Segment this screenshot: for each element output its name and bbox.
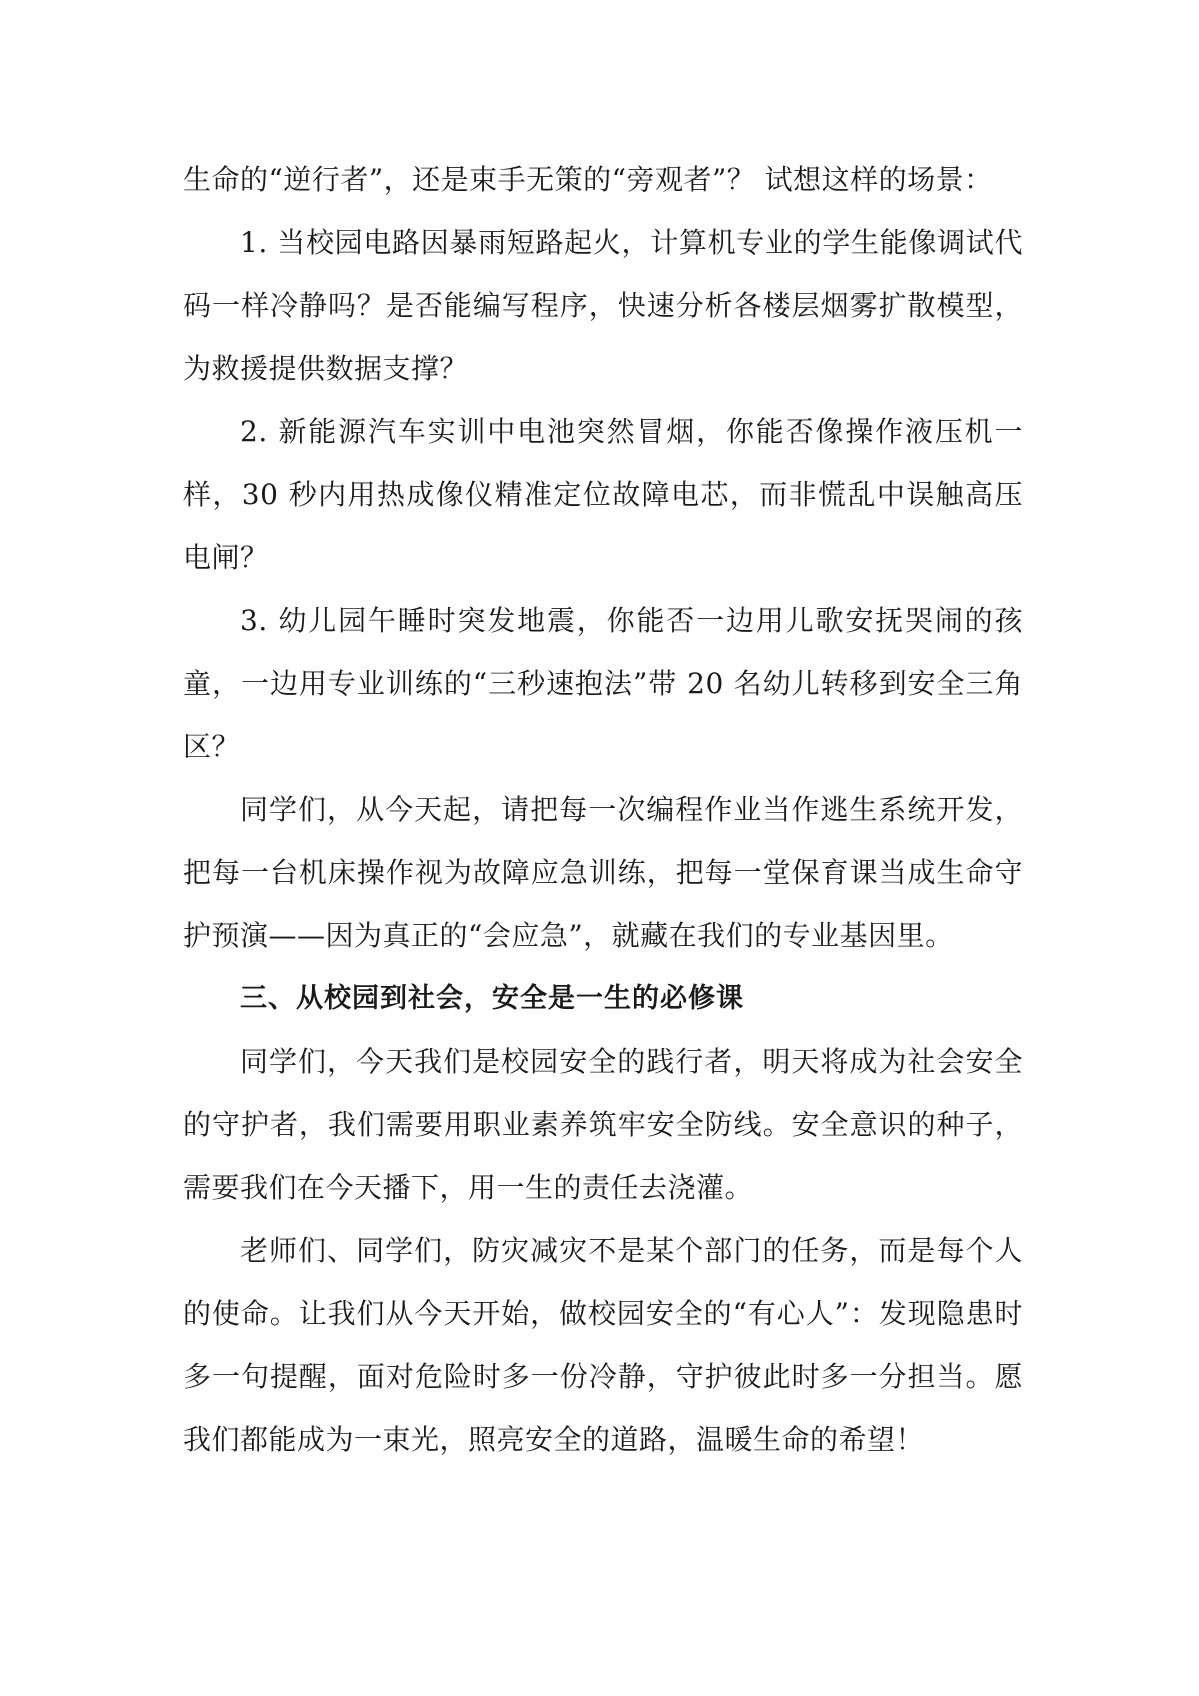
paragraph-scenario-2: 2. 新能源汽车实训中电池突然冒烟，你能否像操作液压机一样，30 秒内用热成像仪精准定位故障电芯，而非慌乱中误触高压电闸？ xyxy=(183,415,1023,574)
paragraph-call-to-action: 同学们，从今天起，请把每一次编程作业当作逃生系统开发，把每一台机床操作视为故障应急训练，把每一堂保育课当成生命守护预演——因为真正的“会应急”，就藏在我们的专业基因里。 xyxy=(183,793,1023,952)
paragraph-closing-2: 老师们、同学们，防灾减灾不是某个部门的任务，而是每个人的使命。让我们从今天开始，做校园安全的“有心人”：发现隐患时多一句提醒，面对危险时多一份冷静，守护彼此时多一分担当。愿我们都能成为一束光，照亮安全的道路，温暖生命的希望！ xyxy=(183,1234,1023,1456)
document-body xyxy=(183,148,1023,1471)
paragraph-intro-continuation: 生命的“逆行者”，还是束手无策的“旁观者”？ 试想这样的场景： xyxy=(183,163,993,196)
paragraph-scenario-1: 1. 当校园电路因暴雨短路起火，计算机专业的学生能像调试代码一样冷静吗？是否能编写程序，快速分析各楼层烟雾扩散模型，为救援提供数据支撑？ xyxy=(183,226,1023,385)
paragraph-scenario-3: 3. 幼儿园午睡时突发地震，你能否一边用儿歌安抚哭闹的孩童，一边用专业训练的“三秒速抱法”带 20 名幼儿转移到安全三角区？ xyxy=(183,604,1023,763)
paragraph-closing-1: 同学们，今天我们是校园安全的践行者，明天将成为社会安全的守护者，我们需要用职业素养筑牢安全防线。安全意识的种子，需要我们在今天播下，用一生的责任去浇灌。 xyxy=(183,1045,1023,1204)
section-heading: 三、从校园到社会，安全是一生的必修课 xyxy=(240,983,744,1014)
